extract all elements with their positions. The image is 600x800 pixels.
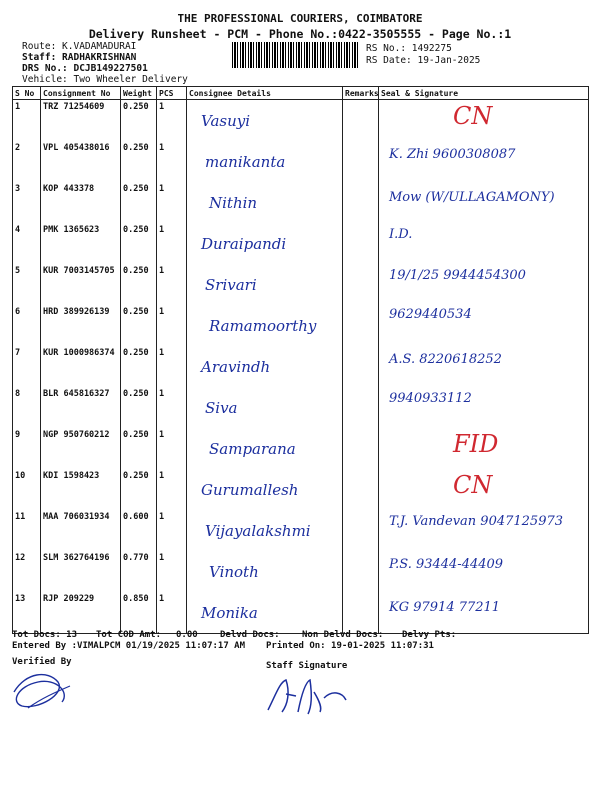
row-consignment-no: TRZ 71254609 bbox=[41, 100, 121, 142]
consignee-handwriting: Duraipandi bbox=[201, 235, 287, 253]
table-row bbox=[13, 387, 589, 428]
row-weight: 0.850 bbox=[121, 592, 157, 634]
consignee-handwriting: Vijayalakshmi bbox=[205, 522, 311, 540]
seal-handwriting: 9629440534 bbox=[389, 307, 472, 322]
printed-on: Printed On: 19-01-2025 11:07:31 bbox=[266, 641, 434, 651]
row-seal-signature bbox=[379, 100, 589, 142]
row-seal-signature bbox=[379, 428, 589, 469]
col-header-pcs: PCS bbox=[157, 87, 187, 100]
staff-signature-label: Staff Signature bbox=[266, 661, 348, 671]
vehicle-label: Vehicle: Two Wheeler Delivery bbox=[22, 74, 188, 85]
consignee-handwriting: Nithin bbox=[209, 194, 258, 212]
total-cod-label: Tot COD Amt: bbox=[96, 630, 162, 640]
row-remarks bbox=[343, 387, 379, 428]
staff-label: Staff: RADHAKRISHNAN bbox=[22, 52, 137, 63]
row-weight: 0.250 bbox=[121, 182, 157, 223]
verifier-signature bbox=[8, 662, 98, 722]
drs-label: DRS No.: DCJB149227501 bbox=[22, 63, 148, 74]
consignee-handwriting: Vasuyi bbox=[201, 112, 251, 130]
row-sno: 11 bbox=[13, 510, 41, 551]
row-remarks bbox=[343, 182, 379, 223]
row-pcs: 1 bbox=[157, 346, 187, 387]
table-row bbox=[13, 510, 589, 551]
row-seal-signature bbox=[379, 305, 589, 346]
row-remarks bbox=[343, 346, 379, 387]
consignee-handwriting: Samparana bbox=[209, 440, 296, 458]
table-row bbox=[13, 223, 589, 264]
col-header-seal: Seal & Signature bbox=[379, 87, 589, 100]
row-pcs: 1 bbox=[157, 387, 187, 428]
row-sno: 13 bbox=[13, 592, 41, 634]
seal-handwriting: K. Zhi 9600308087 bbox=[389, 147, 516, 162]
row-weight: 0.250 bbox=[121, 387, 157, 428]
row-consignee-cell bbox=[187, 428, 343, 469]
col-header-weight: Weight bbox=[121, 87, 157, 100]
row-weight: 0.250 bbox=[121, 428, 157, 469]
row-remarks bbox=[343, 264, 379, 305]
consignee-handwriting: Srivari bbox=[205, 276, 257, 294]
row-weight: 0.600 bbox=[121, 510, 157, 551]
row-seal-signature bbox=[379, 510, 589, 551]
row-pcs: 1 bbox=[157, 223, 187, 264]
non-delivered-docs: Non Delvd Docs: bbox=[302, 630, 384, 640]
row-consignee-cell bbox=[187, 469, 343, 510]
row-remarks bbox=[343, 305, 379, 346]
row-consignment-no: HRD 389926139 bbox=[41, 305, 121, 346]
table-row bbox=[13, 592, 589, 634]
consignee-handwriting: Ramamoorthy bbox=[209, 317, 317, 335]
row-seal-signature bbox=[379, 469, 589, 510]
seal-handwriting: T.J. Vandevan 9047125973 bbox=[389, 514, 564, 529]
table-row bbox=[13, 305, 589, 346]
row-remarks bbox=[343, 592, 379, 634]
row-pcs: 1 bbox=[157, 264, 187, 305]
row-consignee-cell bbox=[187, 305, 343, 346]
row-consignee-cell bbox=[187, 551, 343, 592]
row-consignment-no: PMK 1365623 bbox=[41, 223, 121, 264]
row-pcs: 1 bbox=[157, 510, 187, 551]
verified-by-label: Verified By bbox=[12, 657, 72, 667]
row-consignment-no: RJP 209229 bbox=[41, 592, 121, 634]
table-row bbox=[13, 141, 589, 182]
row-consignee-cell bbox=[187, 346, 343, 387]
seal-handwriting: A.S. 8220618252 bbox=[389, 352, 502, 367]
seal-handwriting: 9940933112 bbox=[389, 391, 472, 406]
col-header-remarks: Remarks bbox=[343, 87, 379, 100]
table-row bbox=[13, 428, 589, 469]
row-sno: 10 bbox=[13, 469, 41, 510]
row-weight: 0.250 bbox=[121, 305, 157, 346]
row-remarks bbox=[343, 510, 379, 551]
row-sno: 1 bbox=[13, 100, 41, 142]
row-sno: 12 bbox=[13, 551, 41, 592]
row-remarks bbox=[343, 551, 379, 592]
consignee-handwriting: Aravindh bbox=[201, 358, 271, 376]
col-header-consignee: Consignee Details bbox=[187, 87, 343, 100]
row-consignment-no: KUR 1000986374 bbox=[41, 346, 121, 387]
consignee-handwriting: Vinoth bbox=[209, 563, 259, 581]
row-consignee-cell bbox=[187, 141, 343, 182]
row-sno: 2 bbox=[13, 141, 41, 182]
seal-stamp: FID bbox=[453, 430, 499, 458]
row-consignee-cell bbox=[187, 223, 343, 264]
table-row bbox=[13, 551, 589, 592]
row-consignment-no: VPL 405438016 bbox=[41, 141, 121, 182]
row-consignee-cell bbox=[187, 182, 343, 223]
row-sno: 8 bbox=[13, 387, 41, 428]
route-label: Route: K.VADAMADURAI bbox=[22, 41, 137, 52]
row-sno: 9 bbox=[13, 428, 41, 469]
row-weight: 0.250 bbox=[121, 469, 157, 510]
row-weight: 0.250 bbox=[121, 346, 157, 387]
row-consignment-no: KOP 443378 bbox=[41, 182, 121, 223]
row-pcs: 1 bbox=[157, 305, 187, 346]
row-pcs: 1 bbox=[157, 182, 187, 223]
row-consignee-cell bbox=[187, 264, 343, 305]
row-pcs: 1 bbox=[157, 428, 187, 469]
rs-date: RS Date: 19-Jan-2025 bbox=[366, 55, 481, 66]
row-seal-signature bbox=[379, 551, 589, 592]
row-consignment-no: MAA 706031934 bbox=[41, 510, 121, 551]
row-consignment-no: KDI 1598423 bbox=[41, 469, 121, 510]
seal-handwriting: Mow (W/ULLAGAMONY) bbox=[389, 190, 555, 205]
entered-by: Entered By :VIMALPCM 01/19/2025 11:07:17 AM bbox=[12, 641, 245, 651]
seal-handwriting: KG 97914 77211 bbox=[389, 600, 501, 615]
row-consignment-no: KUR 7003145705 bbox=[41, 264, 121, 305]
row-seal-signature bbox=[379, 387, 589, 428]
row-remarks bbox=[343, 223, 379, 264]
consignee-handwriting: manikanta bbox=[205, 153, 286, 171]
row-remarks bbox=[343, 428, 379, 469]
row-weight: 0.250 bbox=[121, 264, 157, 305]
row-weight: 0.770 bbox=[121, 551, 157, 592]
row-consignee-cell bbox=[187, 592, 343, 634]
row-seal-signature bbox=[379, 346, 589, 387]
row-sno: 3 bbox=[13, 182, 41, 223]
seal-handwriting: I.D. bbox=[389, 227, 413, 242]
table-row bbox=[13, 100, 589, 142]
row-sno: 4 bbox=[13, 223, 41, 264]
row-pcs: 1 bbox=[157, 469, 187, 510]
total-docs: Tot Docs: 13 bbox=[12, 630, 78, 640]
row-seal-signature bbox=[379, 182, 589, 223]
row-consignee-cell bbox=[187, 510, 343, 551]
table-row bbox=[13, 346, 589, 387]
table-row bbox=[13, 469, 589, 510]
row-pcs: 1 bbox=[157, 551, 187, 592]
staff-signature bbox=[262, 672, 372, 722]
table-row bbox=[13, 264, 589, 305]
consignee-handwriting: Gurumallesh bbox=[201, 481, 299, 499]
row-remarks bbox=[343, 100, 379, 142]
seal-stamp: CN bbox=[453, 102, 493, 130]
delivery-points: Delvy Pts: bbox=[402, 630, 457, 640]
row-weight: 0.250 bbox=[121, 223, 157, 264]
row-seal-signature bbox=[379, 223, 589, 264]
seal-stamp: CN bbox=[453, 471, 493, 499]
row-pcs: 1 bbox=[157, 141, 187, 182]
table-row bbox=[13, 182, 589, 223]
row-sno: 5 bbox=[13, 264, 41, 305]
col-header-sno: S No bbox=[13, 87, 41, 100]
row-consignment-no: NGP 950760212 bbox=[41, 428, 121, 469]
delivered-docs: Delvd Docs: bbox=[220, 630, 280, 640]
row-consignee-cell bbox=[187, 387, 343, 428]
company-title: THE PROFESSIONAL COURIERS, COIMBATORE bbox=[177, 12, 423, 25]
runsheet-table bbox=[12, 86, 589, 634]
row-consignee-cell bbox=[187, 100, 343, 142]
row-pcs: 1 bbox=[157, 592, 187, 634]
runsheet-subtitle: Delivery Runsheet - PCM - Phone No.:0422-3505555 - Page No.:1 bbox=[88, 27, 512, 41]
row-weight: 0.250 bbox=[121, 141, 157, 182]
consignee-handwriting: Siva bbox=[205, 399, 238, 417]
row-weight: 0.250 bbox=[121, 100, 157, 142]
row-seal-signature bbox=[379, 592, 589, 634]
col-header-consignment: Consignment No bbox=[41, 87, 121, 100]
rs-number: RS No.: 1492275 bbox=[366, 43, 452, 54]
row-remarks bbox=[343, 469, 379, 510]
seal-handwriting: 19/1/25 9944454300 bbox=[389, 268, 526, 283]
row-sno: 6 bbox=[13, 305, 41, 346]
seal-handwriting: P.S. 93444-44409 bbox=[389, 557, 504, 572]
row-consignment-no: BLR 645816327 bbox=[41, 387, 121, 428]
consignee-handwriting: Monika bbox=[201, 604, 258, 622]
row-remarks bbox=[343, 141, 379, 182]
row-sno: 7 bbox=[13, 346, 41, 387]
total-cod-value: 0.00 bbox=[176, 630, 198, 640]
row-seal-signature bbox=[379, 141, 589, 182]
row-pcs: 1 bbox=[157, 100, 187, 142]
row-seal-signature bbox=[379, 264, 589, 305]
row-consignment-no: SLM 362764196 bbox=[41, 551, 121, 592]
table-header-row bbox=[13, 87, 589, 100]
barcode bbox=[232, 42, 360, 68]
